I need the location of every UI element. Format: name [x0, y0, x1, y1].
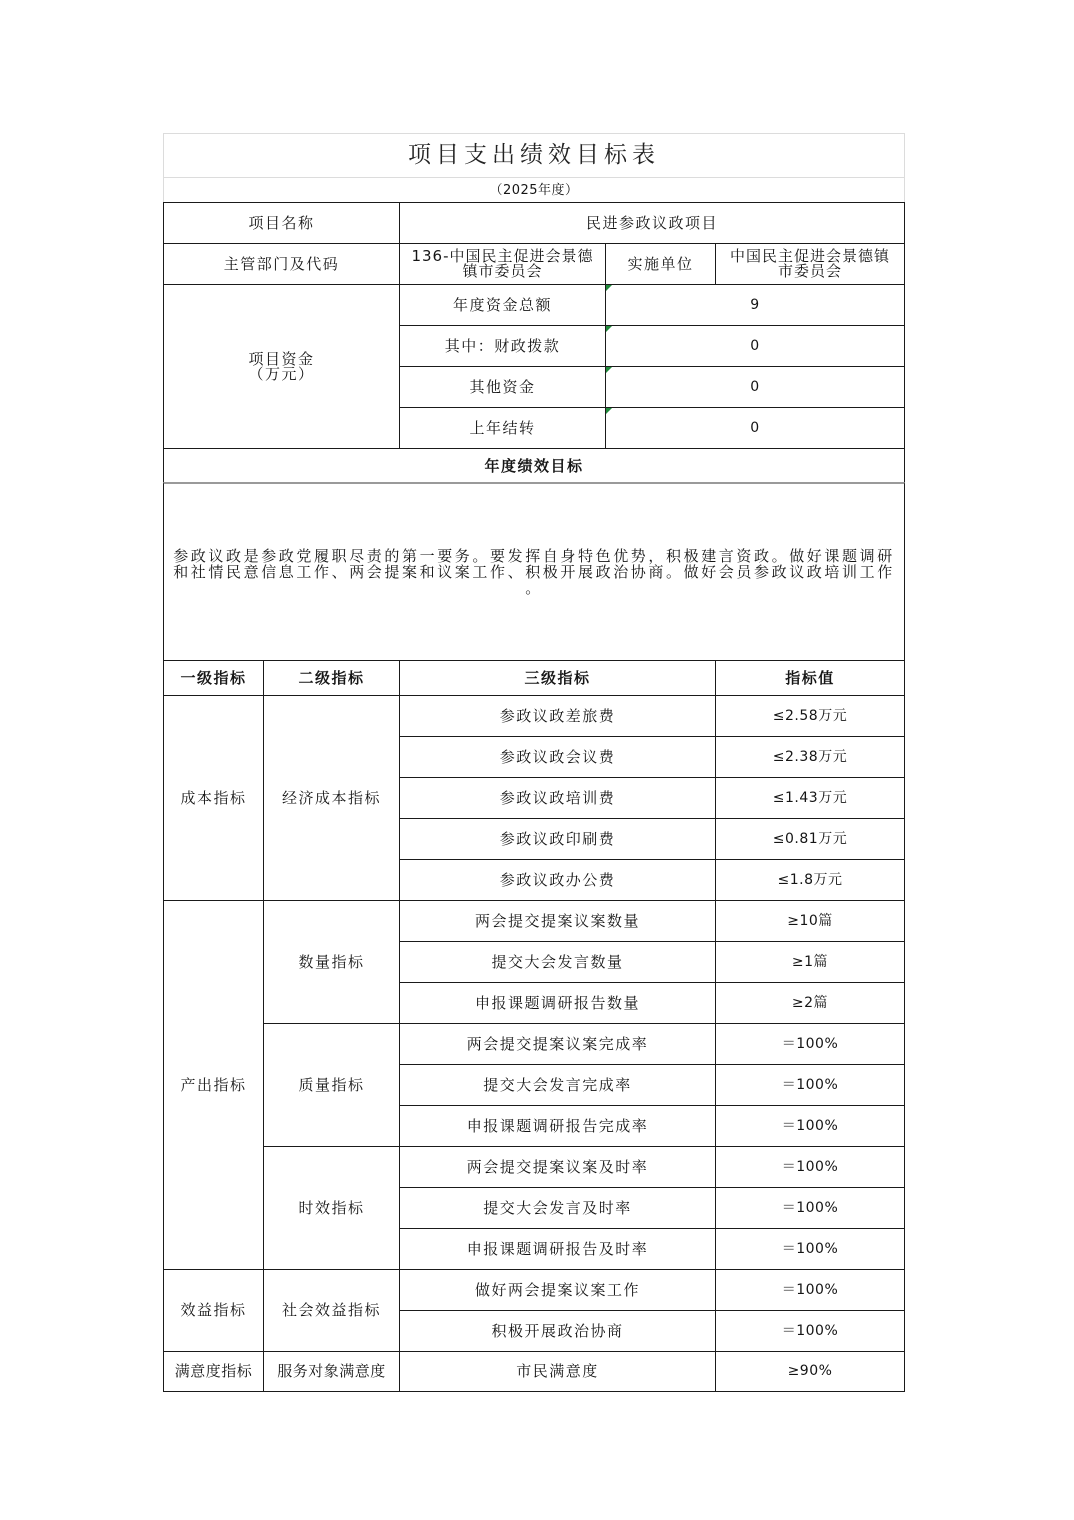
indicator-value: ＝100% [715, 1228, 905, 1270]
level2-service-satisfaction: 服务对象满意度 [263, 1351, 400, 1392]
fund-value-carryover: 0 [605, 407, 905, 449]
level2-timeliness: 时效指标 [263, 1146, 400, 1270]
indicator-name: 提交大会发言数量 [399, 941, 716, 983]
header-level2: 二级指标 [263, 660, 400, 696]
indicator-name: 提交大会发言及时率 [399, 1187, 716, 1229]
indicator-value: ≤2.58万元 [715, 695, 905, 737]
level2-quantity: 数量指标 [263, 900, 400, 1024]
indicator-name: 申报课题调研报告数量 [399, 982, 716, 1024]
page-title: 项目支出绩效目标表 [163, 133, 905, 178]
indicator-value: ≤0.81万元 [715, 818, 905, 860]
cell-indicator-icon [606, 408, 612, 414]
header-value: 指标值 [715, 660, 905, 696]
indicator-name: 参政议政差旅费 [399, 695, 716, 737]
funds-label-text: 项目资金 [248, 349, 315, 368]
level2-social-benefit: 社会效益指标 [263, 1269, 400, 1352]
indicator-value: ≥1篇 [715, 941, 905, 983]
indicator-value: ＝100% [715, 1023, 905, 1065]
indicator-value: ＝100% [715, 1064, 905, 1106]
indicator-value: ＝100% [715, 1269, 905, 1311]
dept-value: 136-中国民主促进会景德镇市委员会 [399, 243, 606, 285]
indicator-name: 积极开展政治协商 [399, 1310, 716, 1352]
level1-cost: 成本指标 [163, 695, 264, 901]
level1-satisfaction: 满意度指标 [163, 1351, 264, 1392]
annual-goal-text: 参政议政是参政党履职尽责的第一要务。要发挥自身特色优势，积极建言资政。做好课题调研和社情民意信息工作、两会提案和议案工作、积极开展政治协商。做好会员参政议政培训工作。 [163, 482, 905, 661]
level2-quality: 质量指标 [263, 1023, 400, 1147]
level2-economic-cost: 经济成本指标 [263, 695, 400, 901]
year-subtitle: （2025年度） [163, 177, 905, 203]
header-level1: 一级指标 [163, 660, 264, 696]
indicator-value: ＝100% [715, 1105, 905, 1147]
fund-label-other: 其他资金 [399, 366, 606, 408]
indicator-name: 市民满意度 [399, 1351, 716, 1392]
project-funds-label [163, 284, 400, 449]
indicator-name: 申报课题调研报告及时率 [399, 1228, 716, 1270]
fund-value-fiscal: 0 [605, 325, 905, 367]
indicator-name: 参政议政会议费 [399, 736, 716, 778]
indicator-name: 申报课题调研报告完成率 [399, 1105, 716, 1147]
indicator-value: ＝100% [715, 1310, 905, 1352]
cell-indicator-icon [606, 367, 612, 373]
annual-goal-heading: 年度绩效目标 [163, 448, 905, 484]
indicator-value: ≤1.8万元 [715, 859, 905, 901]
indicator-name: 参政议政办公费 [399, 859, 716, 901]
fund-label-fiscal: 其中：财政拨款 [399, 325, 606, 367]
header-level3: 三级指标 [399, 660, 716, 696]
indicator-value: ≤1.43万元 [715, 777, 905, 819]
indicator-name: 参政议政培训费 [399, 777, 716, 819]
level1-output: 产出指标 [163, 900, 264, 1270]
fund-value-other: 0 [605, 366, 905, 408]
level1-benefit: 效益指标 [163, 1269, 264, 1352]
indicator-name: 做好两会提案议案工作 [399, 1269, 716, 1311]
fund-label-total: 年度资金总额 [399, 284, 606, 326]
cell-indicator-icon [606, 326, 612, 332]
impl-unit-label: 实施单位 [605, 243, 716, 285]
indicator-name: 两会提交提案议案数量 [399, 900, 716, 942]
project-name-label: 项目名称 [163, 202, 400, 244]
cell-indicator-icon [606, 285, 612, 291]
indicator-name: 两会提交提案议案及时率 [399, 1146, 716, 1188]
indicator-name: 提交大会发言完成率 [399, 1064, 716, 1106]
indicator-value: ≥2篇 [715, 982, 905, 1024]
project-name-value: 民进参政议政项目 [399, 202, 905, 244]
indicator-value: ≥10篇 [715, 900, 905, 942]
indicator-value: ＝100% [715, 1146, 905, 1188]
fund-label-carryover: 上年结转 [399, 407, 606, 449]
indicator-value: ≥90% [715, 1351, 905, 1392]
indicator-value: ≤2.38万元 [715, 736, 905, 778]
dept-label: 主管部门及代码 [163, 243, 400, 285]
impl-unit-value: 中国民主促进会景德镇市委员会 [715, 243, 905, 285]
fund-value-total: 9 [605, 284, 905, 326]
indicator-name: 参政议政印刷费 [399, 818, 716, 860]
indicator-name: 两会提交提案议案完成率 [399, 1023, 716, 1065]
funds-unit-text: （万元） [248, 364, 315, 383]
indicator-value: ＝100% [715, 1187, 905, 1229]
